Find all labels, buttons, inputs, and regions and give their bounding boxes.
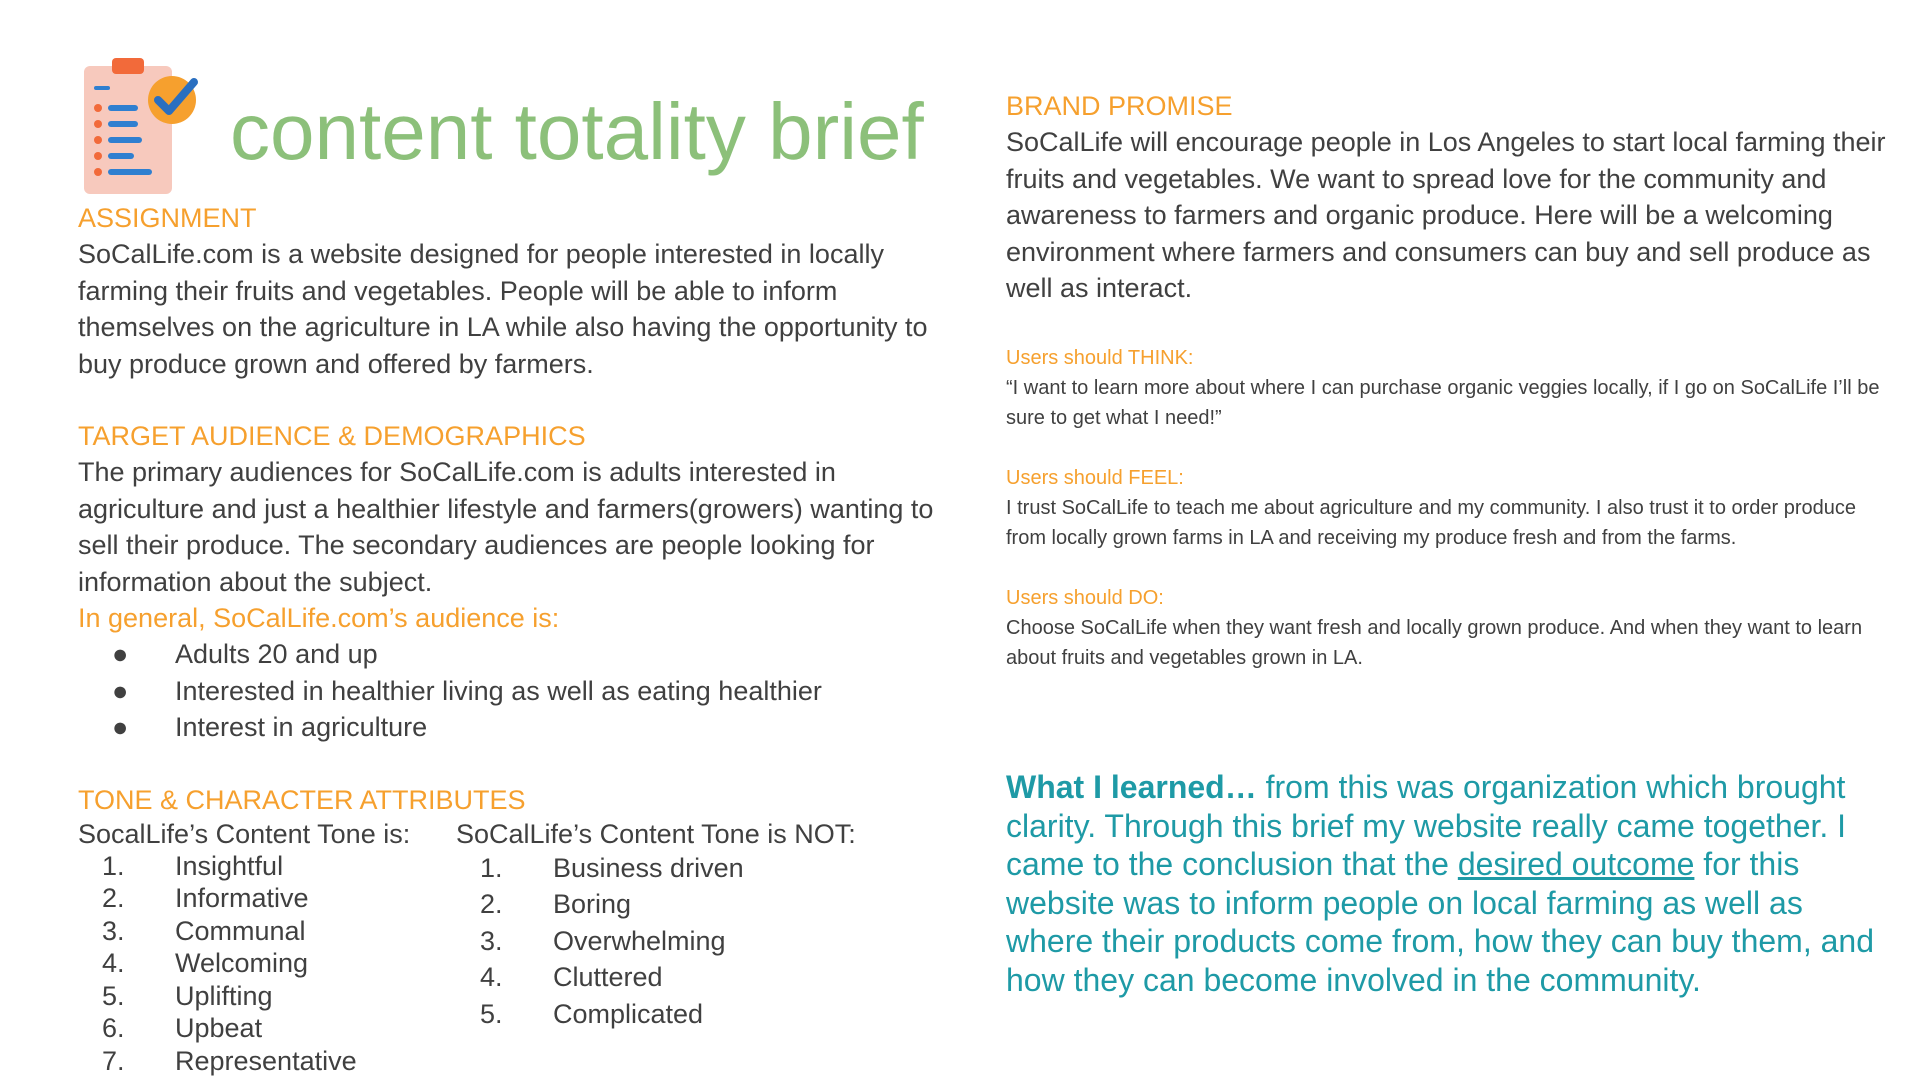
tone-is-list (78, 850, 410, 1078)
list-item: 5. Uplifting (102, 980, 273, 1011)
audience-text: The primary audiences for SoCalLife.com is adults interested in agriculture and just a healthier lifestyle and farmers(growers) wanting to sell their produce. The secondary audiences are people looking for information about the subject. (78, 457, 934, 597)
list-item: 5. Complicated (480, 998, 704, 1029)
tone-heading: TONE & CHARACTER ATTRIBUTES (78, 784, 526, 815)
list-item: 4. Cluttered (480, 962, 663, 992)
list-item: 2. Boring (480, 889, 632, 919)
tone-lists (78, 818, 958, 1078)
tone-not-list (456, 850, 856, 1033)
list-item: 1. Insightful (102, 850, 284, 881)
list-item: 7. Representative (102, 1045, 357, 1076)
right-column (1006, 88, 1886, 673)
audience-bullet-list (78, 636, 958, 746)
assignment-text: SoCalLife.com is a website designed for people interested in locally farming their fruits and vegetables. People will be able to inform themselves on the agriculture in LA while also having the opportunity to buy produce grown and offered by farmers. (78, 239, 928, 379)
list-item: ● Interest in agriculture (112, 712, 428, 742)
checklist-clipboard-icon (74, 54, 202, 199)
list-item: ● Interested in healthier living as well as eating healthier (112, 675, 822, 706)
do-heading: Users should DO: (1006, 586, 1164, 609)
list-item: 3. Overwhelming (480, 925, 726, 956)
audience-heading: TARGET AUDIENCE & DEMOGRAPHICS (78, 421, 586, 451)
list-item: 1. Business driven (480, 852, 744, 883)
learned-underlined: desired outcome (1457, 846, 1695, 882)
tone-is-label: SocalLife’s Content Tone is: (78, 818, 411, 849)
do-text: Choose SoCalLife when they want fresh and locally grown produce. And when they want to learn about fruits and vegetables grown in LA. (1006, 616, 1863, 669)
learned-text-part1: from this was organization which brought clarity. Through this brief my website really came together. I came to the conclusion that the (1006, 769, 1847, 882)
what-i-learned-paragraph (1006, 768, 1886, 999)
feel-heading: Users should FEEL: (1006, 466, 1184, 489)
tone-not-column (456, 818, 856, 1033)
tone-not-label: SoCalLife’s Content Tone is NOT: (456, 818, 856, 849)
list-item: ● Adults 20 and up (112, 639, 378, 669)
audience-general-heading: In general, SoCalLife.com’s audience is: (78, 603, 560, 633)
think-text: “I want to learn more about where I can purchase organic veggies locally, if I go on SoCalLife I’ll be sure to get what I need!” (1006, 376, 1880, 429)
list-item: 2. Informative (102, 883, 309, 913)
list-item: 3. Communal (102, 915, 306, 946)
tone-is-column (78, 818, 410, 1078)
assignment-heading: ASSIGNMENT (78, 203, 257, 233)
list-item: 6. Upbeat (102, 1013, 263, 1043)
page-title: content totality brief (230, 87, 924, 176)
list-item: 4. Welcoming (102, 948, 309, 978)
brand-text: SoCalLife will encourage people in Los Angeles to start local farming their fruits and vegetables. We want to spread love for the community and awareness to farmers and organic produce. Here will be a welcoming environment where farmers and consumers can buy and sell produce as well as interact. (1006, 127, 1886, 303)
feel-text: I trust SoCalLife to teach me about agriculture and my community. I also trust it to order produce from locally grown farms in LA and receiving my produce fresh and from the farms. (1006, 496, 1857, 549)
learned-text-part2: for this website was to inform people on local farming as well as where their products come from, how they can buy them, and how they can become involved in the community. (1006, 846, 1874, 998)
left-column (78, 200, 958, 1078)
learned-lead: What I learned… (1006, 769, 1257, 805)
think-heading: Users should THINK: (1006, 346, 1194, 369)
brand-heading: BRAND PROMISE (1006, 91, 1233, 121)
